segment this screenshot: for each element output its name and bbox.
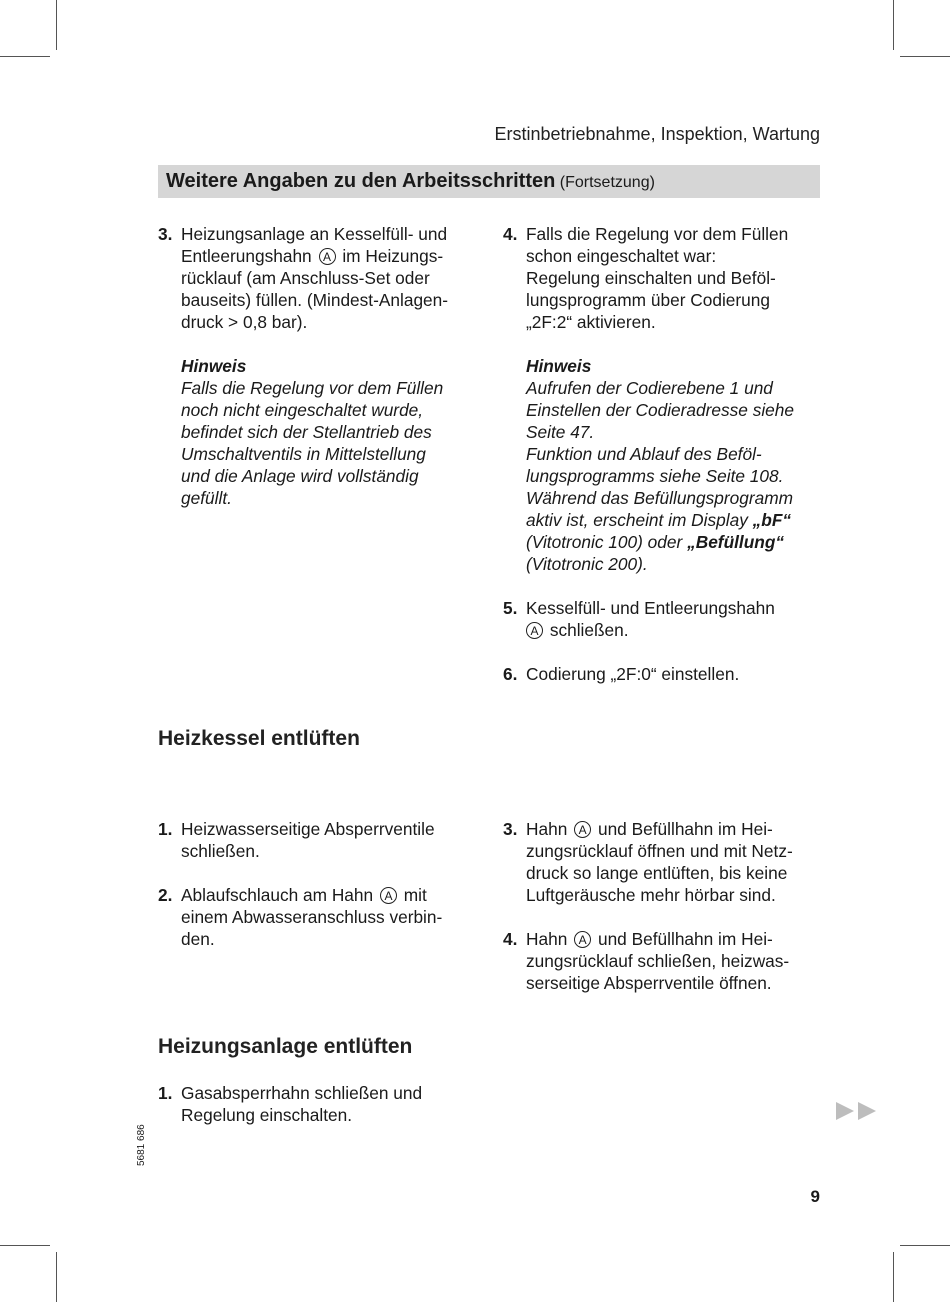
step-number: 4. <box>503 224 518 244</box>
text-line: A schließen. <box>526 619 823 641</box>
step-2 <box>158 884 478 950</box>
text-line: schließen. <box>181 841 260 861</box>
text-line: druck > 0,8 bar). <box>181 312 308 332</box>
text-line: zungsrücklauf öffnen und mit Netz- <box>526 841 793 861</box>
note-title: Hinweis <box>181 356 247 376</box>
note-line: befindet sich der Stellantrieb des <box>181 422 432 442</box>
marker-a-icon: A <box>526 622 543 639</box>
section-title: Weitere Angaben zu den Arbeitsschritten <box>166 170 556 192</box>
text-line: bauseits) füllen. (Mindest-Anlagen- <box>181 290 449 310</box>
heizkessel-right-column <box>503 818 823 994</box>
note-line: und die Anlage wird vollständig <box>181 466 419 486</box>
text-line: Entleerungshahn A im Heizungs- <box>181 246 444 266</box>
heizkessel-left-column <box>158 818 478 950</box>
text-line: Regelung einschalten und Beföl- <box>526 268 776 288</box>
step-number: 1. <box>158 1083 173 1103</box>
display-code-bf: „bF“ <box>752 510 792 530</box>
text-line: einem Abwasseranschluss verbin- <box>181 907 443 927</box>
note-line: Funktion und Ablauf des Beföl- <box>526 444 762 464</box>
step-number: 6. <box>503 664 518 684</box>
text-line: druck so lange entlüften, bis keine <box>526 863 788 883</box>
step-number: 1. <box>158 819 173 839</box>
text-line: lungsprogramm über Codierung <box>526 290 770 310</box>
marker-a-icon: A <box>574 821 591 838</box>
heading-heizungsanlage-entlueften: Heizungsanlage entlüften <box>158 1035 413 1058</box>
crop-mark <box>900 1245 950 1246</box>
crop-mark <box>0 1245 50 1246</box>
section-subtitle: (Fortsetzung) <box>559 174 655 191</box>
crop-mark <box>56 0 57 50</box>
step-4 <box>503 928 823 994</box>
crop-mark <box>893 0 894 50</box>
crop-mark <box>56 1252 57 1302</box>
note-line: Umschaltventils in Mittelstellung <box>181 444 426 464</box>
step-6 <box>503 663 823 685</box>
text-line: rücklauf (am Anschluss-Set oder <box>181 268 430 288</box>
marker-a-icon: A <box>380 887 397 904</box>
marker-a-icon: A <box>319 248 336 265</box>
text-line: serseitige Absperrventile öffnen. <box>526 973 772 993</box>
note-line: Falls die Regelung vor dem Füllen <box>181 378 444 398</box>
running-header: Erstinbetriebnahme, Inspektion, Wartung <box>494 124 820 144</box>
note-line: aktiv ist, erscheint im Display „bF“ <box>526 510 792 530</box>
part1-right-column <box>503 223 823 685</box>
text-line: Regelung einschalten. <box>181 1105 353 1125</box>
note-line: noch nicht eingeschaltet wurde, <box>181 400 424 420</box>
text-line: den. <box>181 929 215 949</box>
marker-a-icon: A <box>574 931 591 948</box>
document-number: 5681 686 <box>136 1124 147 1166</box>
text-line: Heizungsanlage an Kesselfüll- und <box>181 224 448 244</box>
text-line: Falls die Regelung vor dem Füllen <box>526 224 789 244</box>
step-1 <box>158 818 478 862</box>
step-number: 3. <box>158 224 173 244</box>
text-line: Kesselfüll- und Entleerungshahn <box>526 598 775 618</box>
text-line: „2F:2“ aktivieren. <box>526 312 656 332</box>
step-number: 2. <box>158 885 173 905</box>
heizungsanlage-left-column <box>158 1082 478 1126</box>
text-line: zungsrücklauf schließen, heizwas- <box>526 951 790 971</box>
step-number: 3. <box>503 819 518 839</box>
note-line: Einstellen der Codieradresse siehe <box>526 400 795 420</box>
crop-mark <box>0 56 50 57</box>
note-line: Aufrufen der Codierebene 1 und <box>526 378 773 398</box>
step-number: 5. <box>503 598 518 618</box>
text-line: schon eingeschaltet war: <box>526 246 717 266</box>
section-title-bar <box>158 165 820 198</box>
step-number: 4. <box>503 929 518 949</box>
text-line: Heizwasserseitige Absperrventile <box>181 819 435 839</box>
page-number: 9 <box>810 1187 820 1206</box>
heading-heizkessel-entlueften: Heizkessel entlüften <box>158 727 360 750</box>
text-line: Gasabsperrhahn schließen und <box>181 1083 423 1103</box>
note-line: Seite 47. <box>526 422 595 442</box>
text-line: Hahn A und Befüllhahn im Hei- <box>526 819 773 839</box>
text-line: Luftgeräusche mehr hörbar sind. <box>526 885 776 905</box>
step-5 <box>503 597 823 641</box>
text-line: Hahn A und Befüllhahn im Hei- <box>526 929 773 949</box>
text-line: Ablaufschlauch am Hahn A mit <box>181 885 427 905</box>
double-arrow-right-icon <box>836 1100 880 1127</box>
display-text-befuellung: „Befüllung“ <box>687 532 785 552</box>
step-3 <box>503 818 823 906</box>
step-3 <box>158 223 478 509</box>
note-line: Während das Befüllungsprogramm <box>526 488 794 508</box>
step-1 <box>158 1082 478 1126</box>
part1-left-column <box>158 223 478 509</box>
crop-mark <box>893 1252 894 1302</box>
note-line: gefüllt. <box>181 488 232 508</box>
note-line: lungsprogramms siehe Seite 108. <box>526 466 784 486</box>
note-line: (Vitotronic 100) oder „Befüllung“ <box>526 532 785 552</box>
text-line: Codierung „2F:0“ einstellen. <box>526 664 740 684</box>
note-line: (Vitotronic 200). <box>526 554 648 574</box>
note-title: Hinweis <box>526 356 592 376</box>
crop-mark <box>900 56 950 57</box>
step-4 <box>503 223 823 575</box>
